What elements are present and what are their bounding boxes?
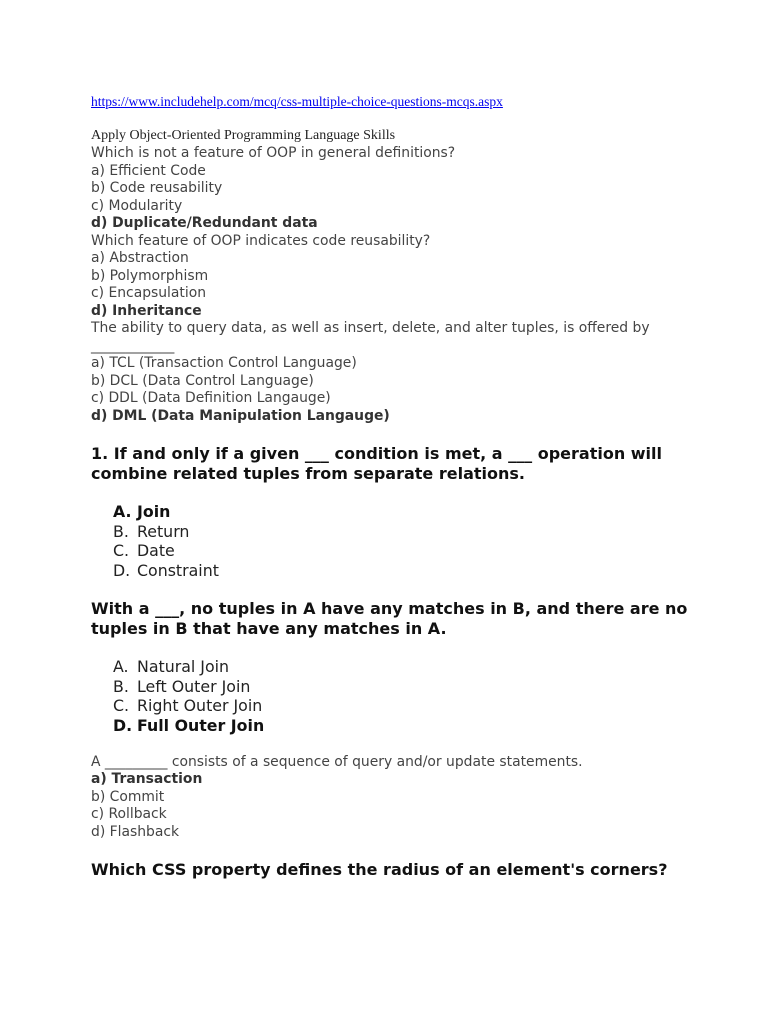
option-item [91, 696, 691, 716]
question-join: 1. If and only if a given ___ condition is met, a ___ operation will combine related tuples from separate relations. [91, 444, 663, 483]
option-letter: D. [113, 561, 131, 581]
option-letter: D. [113, 715, 133, 735]
text-line: b) Code reusability [91, 180, 223, 196]
answer-line: d) DML (Data Manipulation Langauge) [91, 407, 390, 424]
source-link[interactable]: https://www.includehelp.com/mcq/css-multiple-choice-questions-mcqs.aspx [91, 94, 503, 109]
mcq-block-transaction [91, 754, 691, 842]
option-text: Right Outer Join [137, 696, 263, 716]
answer-line: d) Duplicate/Redundant data [91, 215, 318, 231]
option-letter: B. [113, 676, 129, 696]
option-text: Left Outer Join [137, 676, 251, 696]
text-line: b) Commit [91, 788, 165, 805]
answer-option [91, 502, 691, 522]
text-line: d) Flashback [91, 823, 180, 840]
question-css-radius: Which CSS property defines the radius of an element's corners? [91, 860, 668, 880]
text-line: a) TCL (Transaction Control Language) [91, 355, 357, 371]
text-line: c) Modularity [91, 197, 183, 214]
option-item [91, 541, 691, 561]
option-letter: B. [113, 521, 129, 541]
text-line: Which feature of OOP indicates code reusability? [91, 232, 431, 249]
text-line: A _________ consists of a sequence of query and/or update statements. [91, 753, 583, 770]
text-line: b) DCL (Data Control Language) [91, 372, 314, 389]
option-letter: A. [113, 656, 129, 676]
text-line: b) Polymorphism [91, 267, 209, 284]
option-item [91, 657, 691, 677]
answer-option [91, 716, 691, 736]
option-letter: C. [113, 541, 130, 561]
text-line: c) DDL (Data Definition Langauge) [91, 390, 331, 406]
text-line: ____________ [91, 337, 175, 354]
option-letter: C. [113, 696, 130, 716]
answer-line: a) Transaction [91, 771, 203, 788]
option-text: Join [137, 502, 171, 521]
option-letter: A. [113, 502, 132, 521]
option-text: Natural Join [137, 656, 230, 676]
text-line: c) Encapsulation [91, 285, 207, 301]
text-line: a) Abstraction [91, 250, 189, 266]
question-full-outer-join: With a ___, no tuples in A have any matches in B, and there are no tuples in B that have any matches in A. [91, 598, 688, 638]
document-page [91, 93, 691, 880]
text-line: The ability to query data, as well as insert, delete, and alter tuples, is offered by [91, 320, 650, 336]
section-heading: Apply Object-Oriented Programming Language Skills [91, 128, 396, 143]
option-text: Return [137, 521, 190, 541]
option-item [91, 677, 691, 697]
option-item [91, 561, 691, 581]
text-line: a) Efficient Code [91, 162, 206, 179]
text-line: c) Rollback [91, 806, 167, 823]
answer-line: d) Inheritance [91, 302, 202, 319]
options-full-outer-join [91, 657, 691, 736]
option-text: Constraint [137, 561, 219, 581]
option-text: Date [137, 541, 175, 561]
option-item [91, 522, 691, 542]
mcq-block-oop-dml [91, 145, 691, 425]
option-text: Full Outer Join [137, 715, 265, 735]
options-join [91, 502, 691, 581]
text-line: Which is not a feature of OOP in general definitions? [91, 145, 456, 161]
